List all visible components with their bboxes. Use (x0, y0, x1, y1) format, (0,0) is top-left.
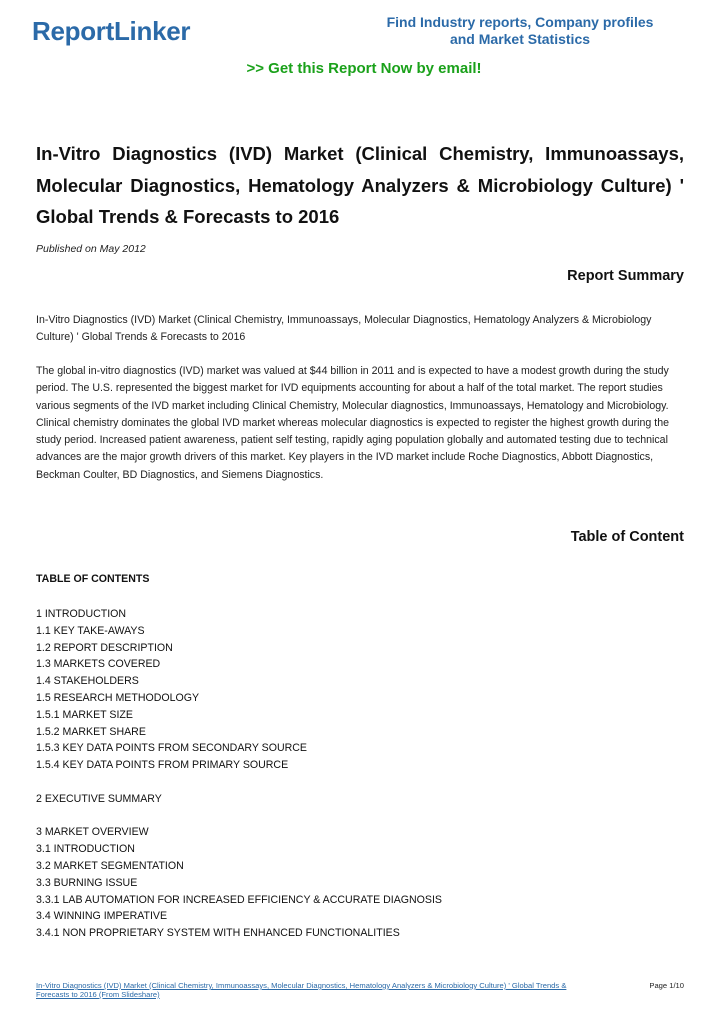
toc-item: 3.4.1 NON PROPRIETARY SYSTEM WITH ENHANCED FUNCTIONALITIES (36, 927, 400, 940)
report-summary-heading: Report Summary (567, 268, 684, 284)
toc-item: 1.5.2 MARKET SHARE (36, 725, 146, 738)
page-number: Page 1/10 (649, 981, 684, 990)
table-of-content-heading: Table of Content (570, 529, 684, 545)
published-date: Published on May 2012 (36, 243, 146, 255)
toc-item: 1.1 KEY TAKE-AWAYS (36, 624, 145, 637)
get-report-link-row (0, 60, 728, 77)
toc-item: 3 MARKET OVERVIEW (36, 826, 149, 839)
toc-item: 1.2 REPORT DESCRIPTION (36, 641, 173, 654)
toc-item: 3.4 WINNING IMPERATIVE (36, 910, 168, 923)
tagline-line-2: and Market Statistics (449, 31, 591, 47)
toc-item: 1.5.4 KEY DATA POINTS FROM PRIMARY SOURCE (36, 759, 289, 772)
toc-item: 3.2 MARKET SEGMENTATION (36, 859, 184, 872)
toc-item: 3.3.1 LAB AUTOMATION FOR INCREASED EFFICIENCY & ACCURATE DIAGNOSIS (36, 893, 442, 906)
toc-spacer (36, 774, 684, 791)
report-title: In-Vitro Diagnostics (IVD) Market (Clinical Chemistry, Immunoassays, Molecular Diagnostics, Hematology Analyzers & Microbiology Culture) ' Global Trends & Forecasts to 2016 (36, 143, 684, 227)
summary-paragraph-1: In-Vitro Diagnostics (IVD) Market (Clinical Chemistry, Immunoassays, Molecular Diagnostics, Hematology Analyzers & Microbiology Culture) ' Global Trends & Forecasts to 2016 (36, 314, 652, 344)
get-report-by-email-link[interactable]: >> Get this Report Now by email! (246, 60, 482, 77)
toc-subheading: TABLE OF CONTENTS (36, 573, 150, 585)
toc-item: 1 INTRODUCTION (36, 608, 127, 620)
toc-item: 1.3 MARKETS COVERED (36, 658, 161, 671)
reportlinker-logo[interactable]: ReportLinker (32, 16, 191, 46)
page-header (0, 0, 728, 90)
toc-item: 3.3 BURNING ISSUE (36, 876, 138, 889)
header-tagline[interactable] (360, 14, 680, 48)
toc-spacer (36, 808, 684, 825)
toc-item: 1.4 STAKEHOLDERS (36, 675, 139, 688)
toc-list (36, 606, 684, 942)
tagline-line-1: Find Industry reports, Company profiles (386, 14, 654, 30)
toc-item: 2 EXECUTIVE SUMMARY (36, 792, 162, 805)
toc-item: 1.5 RESEARCH METHODOLOGY (36, 691, 200, 704)
toc-item: 1.5.1 MARKET SIZE (36, 708, 133, 721)
toc-item: 3.1 INTRODUCTION (36, 843, 135, 856)
footer-source-link[interactable]: In-Vitro Diagnostics (IVD) Market (Clinical Chemistry, Immunoassays, Molecular Diagnostics, Hematology Analyzers & Microbiology Culture) ' Global Trends & Forecasts to 2016 (From Slideshare) (36, 981, 567, 999)
toc-item: 1.5.3 KEY DATA POINTS FROM SECONDARY SOURCE (36, 742, 307, 755)
summary-paragraph-2: The global in-vitro diagnostics (IVD) market was valued at $44 billion in 2011 and is expected to have a modest growth during the study period. The U.S. represented the biggest market for IVD equipments accounting for about a half of the total market. The report studies various segments of the IVD market including Clinical Chemistry, Molecular diagnostics, Immunoassays, Hematology and Microbiology. Clinical chemistry dominates the global IVD market whereas molecular diagnostics is expected to register the highest growth during the study period. Increased patient awareness, patient self testing, rapidly aging population globally and automated testing due to technical advances are the major growth drivers of this market. Key players in the IVD market include Roche Diagnostics, Abbott Diagnostics, Beckman Coulter, BD Diagnostics, and Siemens Diagnostics. (36, 365, 669, 481)
